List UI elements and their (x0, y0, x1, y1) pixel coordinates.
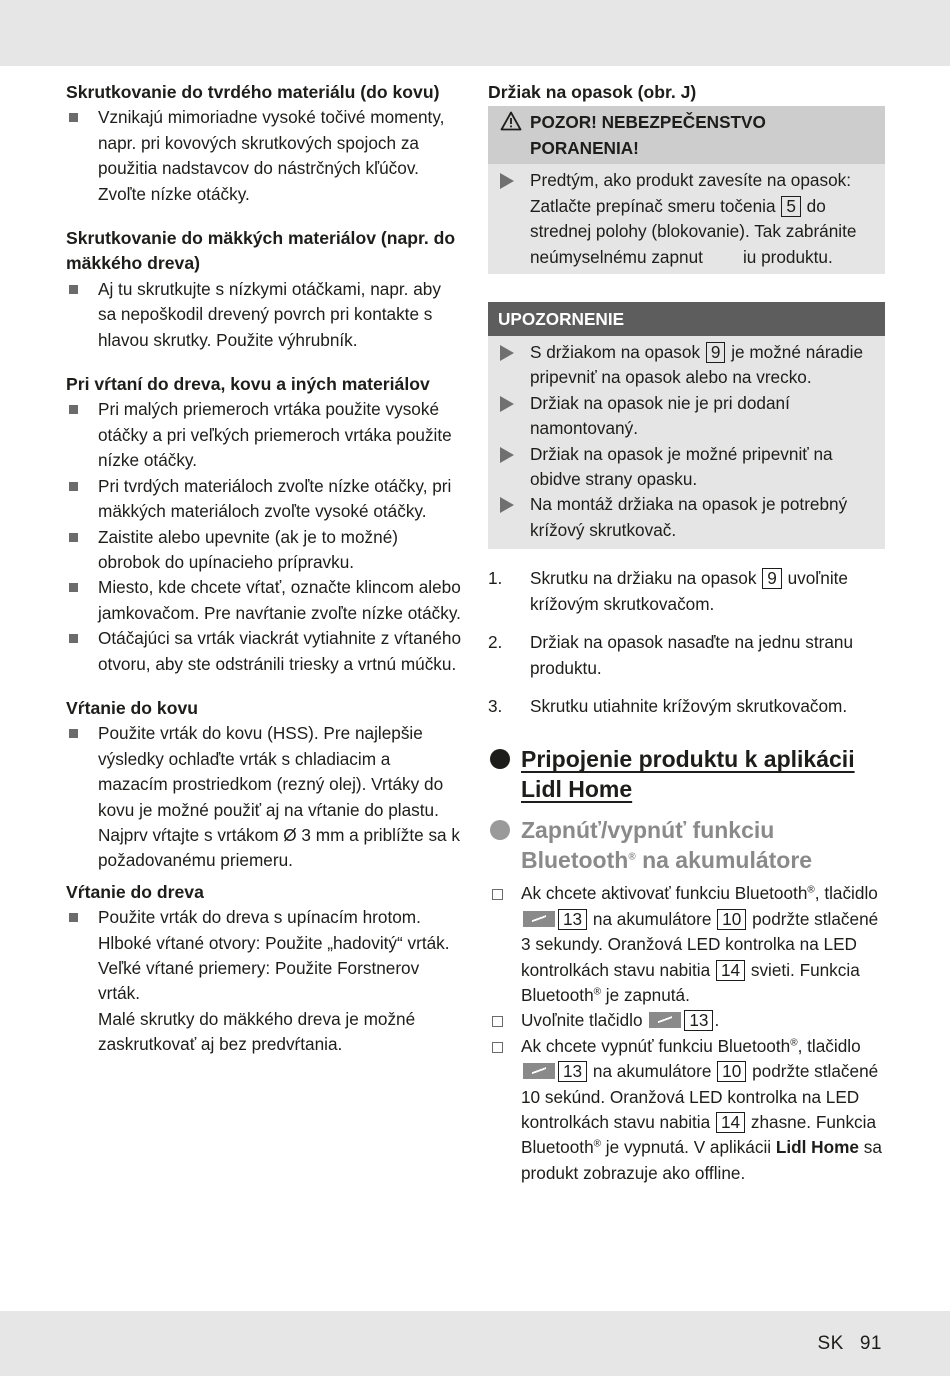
section-drilling-general (66, 372, 462, 677)
ref-number: 10 (717, 1061, 746, 1082)
section-hard-material (66, 80, 462, 207)
step-number: 1. (488, 568, 503, 589)
text: Predtým, ako produkt zavesíte na opasok: Zatlačte prepínač smeru točenia (530, 170, 852, 216)
list-item: Aj tu skrutkujte s nízkymi otáčkami, napr. aby sa nepoškodil drevený povrch pri kontakte s hlavou skrutky. Použite výhrubník. (66, 277, 462, 353)
section-title: Pri vŕtaní do dreva, kovu a iných materiálov (66, 374, 430, 395)
section-drilling-wood (66, 880, 462, 1058)
ref-number: 5 (781, 196, 801, 217)
text: . (714, 1010, 720, 1031)
heading-text: na akumulátore (642, 847, 813, 874)
step-number: 2. (488, 632, 503, 653)
ref-number: 13 (558, 909, 587, 930)
bluetooth-steps (488, 881, 885, 1186)
text: Ak chcete vypnúť funkciu Bluetooth (521, 1035, 791, 1056)
footer-band (0, 1311, 950, 1376)
step (488, 630, 885, 681)
text: iu produktu. (742, 246, 833, 267)
text: Držiak na opasok nasaďte na jednu stranu produktu. (530, 632, 854, 678)
text: S držiakom na opasok (530, 342, 701, 363)
bluetooth-button-icon (523, 1063, 555, 1079)
text: uvoľnite krížovým skrutkovačom. (530, 568, 848, 614)
ref-number: 14 (716, 960, 745, 981)
step-number: 3. (488, 695, 503, 716)
text: je možné náradie pripevniť na opasok alebo na vrecko. (530, 342, 864, 388)
paragraph: Malé skrutky do mäkkého dreva je možné zaskrutkovať aj bez predvŕtania. (98, 1008, 416, 1055)
list-item (488, 168, 873, 270)
paragraph: Veľké vŕtané priemery: Použite Forstnerov vrták. (98, 958, 420, 1004)
heading-text: Zapnúť/vypnúť funkciu Bluetooth (521, 817, 775, 874)
text: Skrutku utiahnite krížovým skrutkovačom. (530, 695, 848, 716)
step (488, 694, 885, 719)
section-title: Skrutkovanie do tvrdého materiálu (do kovu) (66, 82, 440, 102)
note-header: UPOZORNENIE (488, 302, 885, 336)
paragraph: Hlboké vŕtané otvory: Použite „hadovitý“ vrták. (98, 932, 450, 953)
list-item (488, 1034, 885, 1186)
language-code: SK (817, 1333, 844, 1354)
list-item (488, 340, 873, 391)
note-box (488, 302, 885, 549)
text: podržte stlačené 10 sekúnd. Oranžová LED kontrolka na LED kontrolkách stavu nabitia (521, 1061, 879, 1132)
page-number: 91 (859, 1333, 882, 1354)
ref-number: 9 (762, 568, 782, 589)
registered-mark: ® (593, 1138, 602, 1150)
section-title: Vŕtanie do kovu (66, 697, 198, 718)
ref-number: 13 (684, 1010, 713, 1031)
list-item: Vznikajú mimoriadne vysoké točivé momenty, napr. pri kovových skrutkových spojoch za použitia nadstavcov do nástrčných kľúčov. Zvoľte nízke otáčky. (66, 105, 462, 207)
bullet-dot-icon (490, 749, 510, 769)
ref-number: 9 (706, 342, 726, 363)
text: Uvoľnite tlačidlo (521, 1010, 643, 1031)
header-band (0, 0, 950, 66)
registered-mark: ® (807, 884, 815, 896)
registered-mark: ® (628, 851, 636, 863)
heading-lidl-home (488, 744, 885, 804)
list-item (66, 905, 462, 1057)
belt-clip-title: Držiak na opasok (obr. J) (488, 82, 697, 102)
list-item: Miesto, kde chcete vŕtať, označte klincom alebo jamkovačom. Pre navŕtanie zvoľte nízke otáčky. (66, 575, 462, 626)
list-item: Použite vrták do kovu (HSS). Pre najlepšie výsledky ochlaďte vrták s chladiacim a mazacím prostriedkom (rezný olej). Vrtáky do kovu je možné použiť aj na vŕtanie do plastu. Najprv vŕtajte s vrtákom Ø 3 mm a priblížte sa k požadovanému priemeru. (66, 721, 462, 873)
list-item: Na montáž držiaka na opasok je potrebný krížový skrutkovač. (488, 492, 873, 543)
warning-box (488, 106, 885, 274)
section-soft-material (66, 226, 462, 353)
list-item: Pri tvrdých materiáloch zvoľte nízke otáčky, pri mäkkých materiáloch zvoľte vysoké otáčky. (66, 474, 462, 525)
list-item: Držiak na opasok je možné pripevniť na obidve strany opasku. (488, 442, 873, 493)
list-item (488, 1008, 885, 1033)
text: , tlačidlo (797, 1035, 861, 1056)
heading-text: Pripojenie produktu k aplikácii Lidl Home (521, 746, 855, 803)
paragraph: Použite vrták do dreva s upínacím hrotom. (98, 907, 421, 928)
ref-number: 13 (558, 1061, 587, 1082)
text: , tlačidlo (814, 883, 878, 904)
text: podržte stlačené 3 sekundy. Oranžová LED kontrolka na LED kontrolkách stavu nabitia (521, 908, 879, 980)
text: je vypnutá. V aplikácii (605, 1137, 772, 1158)
section-drilling-metal (66, 696, 462, 874)
section-title: Skrutkovanie do mäkkých materiálov (napr. do mäkkého dreva) (66, 228, 456, 274)
step (488, 566, 885, 617)
list-item: Pri malých priemeroch vrtáka použite vysoké otáčky a pri veľkých priemeroch vrtáka použite nízke otáčky. (66, 397, 462, 473)
list-item: Otáčajúci sa vrták viackrát vytiahnite z vŕtaného otvoru, aby ste odstránili triesky a vrtnú múčku. (66, 626, 462, 677)
bluetooth-button-icon (523, 911, 555, 927)
bullet-dot-icon (490, 820, 510, 840)
right-column (488, 80, 885, 1186)
warning-header (488, 106, 885, 164)
list-item (488, 881, 885, 1008)
page-footer (818, 1333, 883, 1355)
app-name: Lidl Home (775, 1137, 859, 1158)
text: do strednej polohy (blokovanie). Tak zabránite neúmyselnému zapnut (530, 195, 857, 267)
registered-mark: ® (593, 986, 602, 998)
text: je zapnutá. (605, 984, 690, 1005)
text: svieti. Funkcia Bluetooth (521, 959, 860, 1005)
text: sa produkt zobrazuje ako offline. (521, 1137, 882, 1183)
registered-mark: ® (790, 1037, 798, 1049)
list-item: Zaistite alebo upevnite (ak je to možné) obrobok do upínacieho prípravku. (66, 525, 462, 576)
text: Skrutku na držiaku na opasok (530, 568, 757, 589)
text: na akumulátore (592, 908, 712, 929)
heading-bluetooth (488, 815, 885, 875)
list-item: Držiak na opasok nie je pri dodaní namontovaný. (488, 391, 873, 442)
text: na akumulátore (592, 1061, 712, 1082)
section-title: Vŕtanie do dreva (66, 881, 204, 902)
warning-icon (500, 111, 522, 131)
text: Ak chcete aktivovať funkciu Bluetooth (521, 883, 808, 904)
left-column (66, 80, 462, 1077)
text: zhasne. Funkcia Bluetooth (521, 1111, 877, 1158)
bluetooth-button-icon (649, 1012, 681, 1028)
ref-number: 10 (717, 909, 746, 930)
warning-title: POZOR! NEBEZPEČENSTVO PORANENIA! (530, 112, 766, 159)
steps-list (488, 566, 885, 719)
ref-number: 14 (716, 1112, 745, 1133)
